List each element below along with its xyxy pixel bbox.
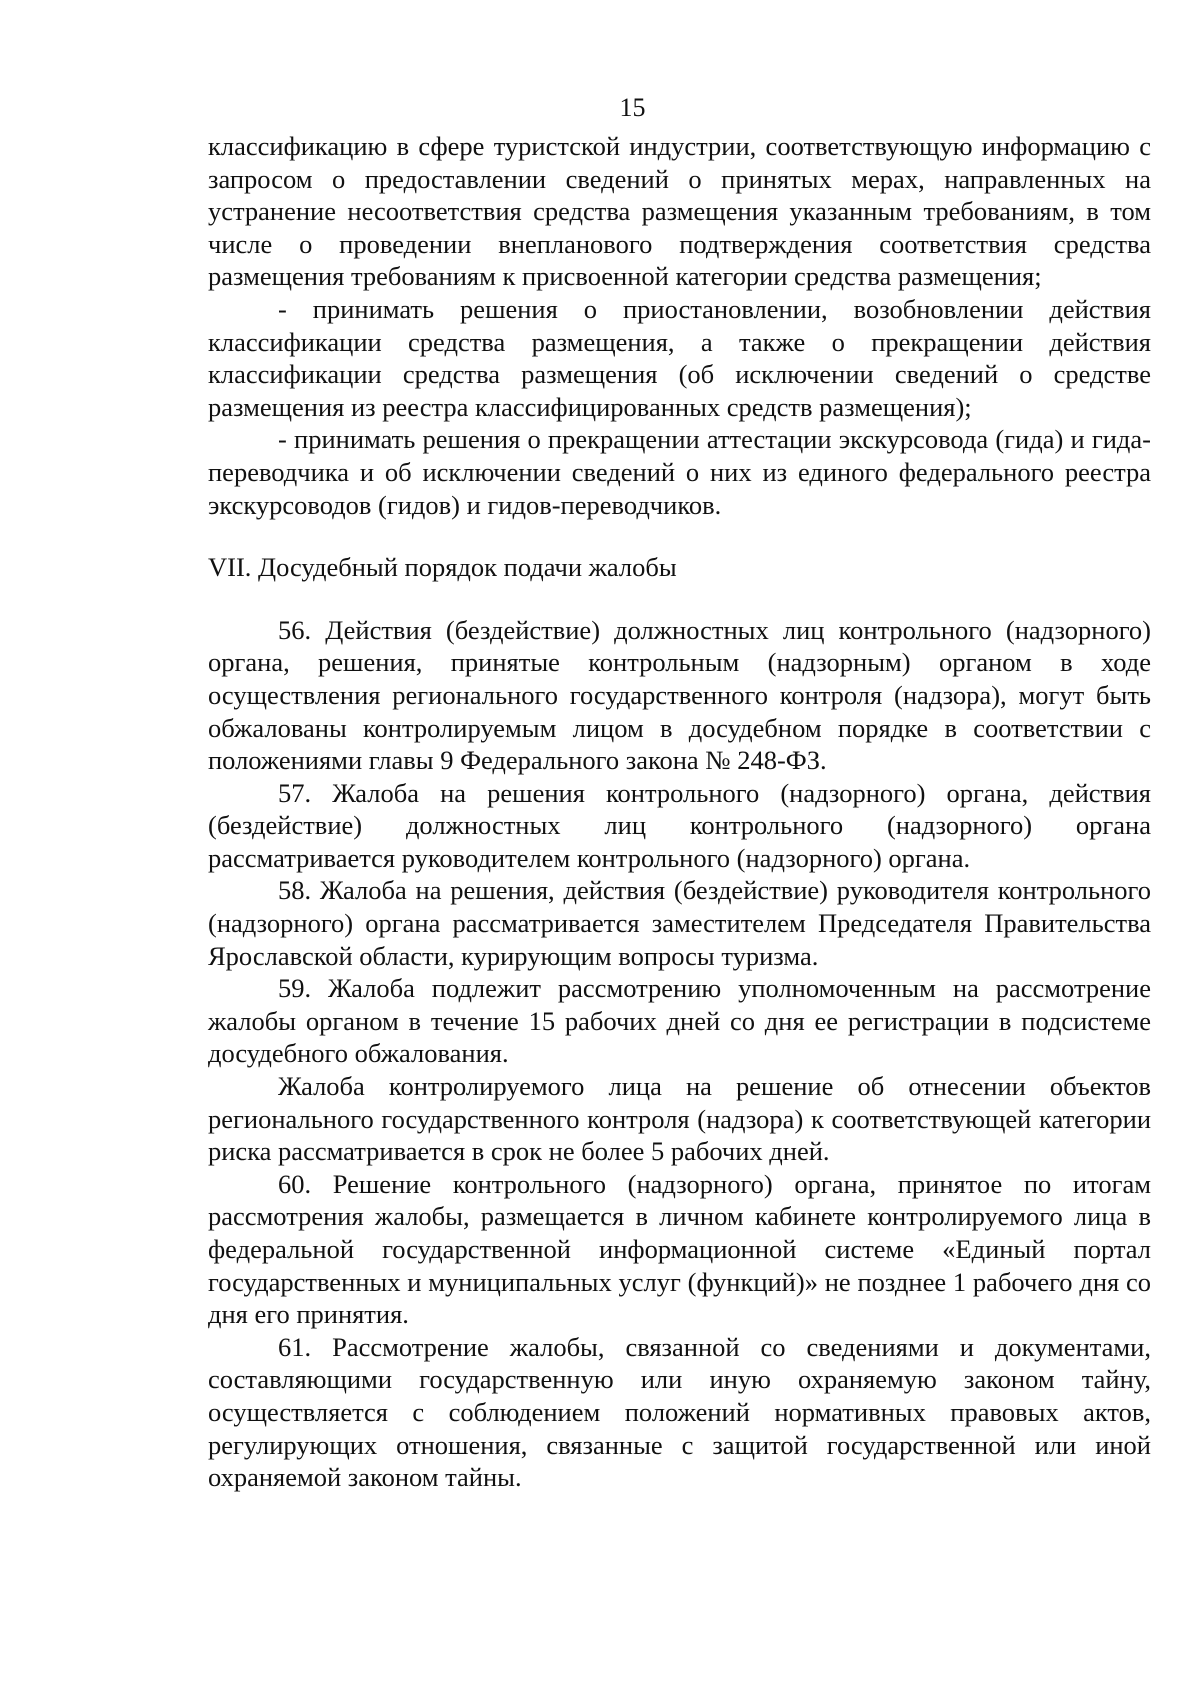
paragraph-60: 60. Решение контрольного (надзорного) органа, принятое по итогам рассмотрения жалобы, размещается в личном кабинете контролируемого лица в федеральной государственной информационной системе «Единый портал государственных и муниципальных услуг (функций)» не позднее 1 рабочего дня со дня его принятия. [208, 1168, 1151, 1330]
document-body [208, 130, 1151, 1494]
section-heading: VII. Досудебный порядок подачи жалобы [208, 552, 677, 583]
paragraph-57: 57. Жалоба на решения контрольного (надзорного) органа, действия (бездействие) должностных лиц контрольного (надзорного) органа рассматривается руководителем контрольного (надзорного) органа. [208, 777, 1151, 873]
paragraph-59: 59. Жалоба подлежит рассмотрению уполномоченным на рассмотрение жалобы органом в течение 15 рабочих дней со дня ее регистрации в подсистеме досудебного обжалования. [208, 973, 1151, 1069]
paragraph-terminate-attestation: - принимать решения о прекращении аттестации экскурсовода (гида) и гида-переводчика и об исключении сведений о них из единого федерального реестра экскурсоводов (гидов) и гидов-переводчиков. [208, 424, 1151, 520]
paragraph-58: 58. Жалоба на решения, действия (бездействие) руководителя контрольного (надзорного) органа рассматривается заместителем Председателя Правительства Ярославской области, курирующим вопросы туризма. [208, 875, 1151, 971]
paragraph-suspend-classification: - принимать решения о приостановлении, возобновлении действия классификации средства размещения, а также о прекращении действия классификации средства размещения (об исключении сведений о средстве размещения из реестра классифицированных средств размещения); [208, 293, 1151, 422]
page-number: 15 [619, 93, 646, 122]
paragraph-56: 56. Действия (бездействие) должностных лиц контрольного (надзорного) органа, решения, принятые контрольным (надзорным) органом в ходе осуществления регионального государственного контроля (надзора), могут быть обжалованы контролируемым лицом в досудебном порядке в соответствии с положениями главы 9 Федерального закона № 248-ФЗ. [208, 614, 1151, 776]
paragraph-continuation: классификацию в сфере туристской индустрии, соответствующую информацию с запросом о предоставлении сведений о принятых мерах, направленных на устранение несоответствия средства размещения указанным требованиям, в том числе о проведении внепланового подтверждения соответствия средства размещения требованиям к присвоенной категории средства размещения; [208, 131, 1151, 292]
paragraph-59-risk-category: Жалоба контролируемого лица на решение об отнесении объектов регионального государственного контроля (надзора) к соответствующей категории риска рассматривается в срок не более 5 рабочих дней. [208, 1071, 1151, 1167]
paragraph-61: 61. Рассмотрение жалобы, связанной со сведениями и документами, составляющими государственную или иную охраняемую законом тайну, осуществляется с соблюдением положений нормативных правовых актов, регулирующих отношения, связанные с защитой государственной или иной охраняемой законом тайны. [208, 1331, 1151, 1493]
